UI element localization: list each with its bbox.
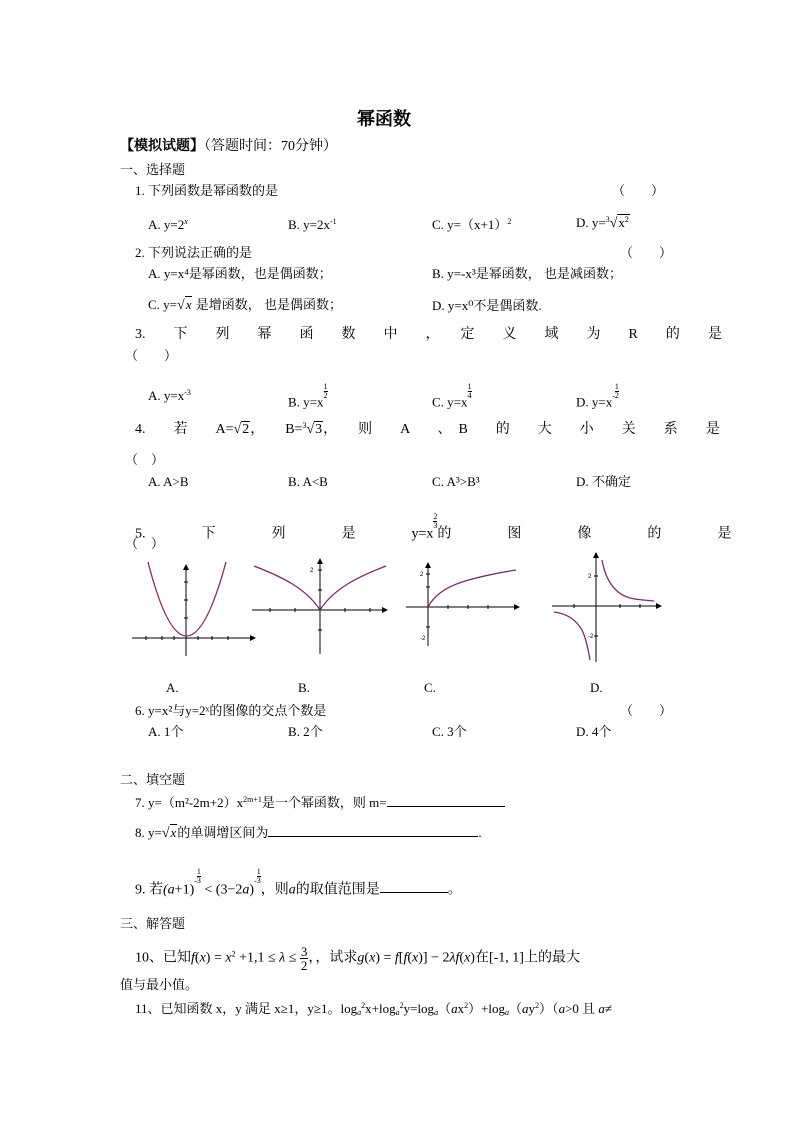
q10-text-part3: 在[-1, 1]上的最大 [474,950,580,966]
q6-option-c: C. 3个 [432,724,467,739]
question-8: 8. y=√x的单调增区间为 . [135,825,482,841]
page-title: 幂函数 [357,109,411,129]
section-heading-2: 二、填空题 [120,772,186,787]
graph-c-tick-label-top: 2 [420,572,424,578]
q6-option-b: B. 2个 [288,724,323,739]
q5-label-a: A. [166,680,179,695]
q1-option-b: B. $y=2x^{-1}$ [288,217,337,232]
graph-c-curve [428,570,516,607]
graph-c-x-arrow [514,604,520,610]
q1-d-text: D. y= [576,215,606,230]
graph-c-ticks [426,574,488,627]
graph-a-curve [148,562,226,636]
q3-option-c: C. y=x $\frac{1}{4}$ [432,382,472,410]
question-2-paren: （ ） [620,245,673,260]
q8-text-part1: 8. y= [135,825,162,840]
question-6-paren: （ ） [620,703,673,718]
q9-end: 。 [447,882,462,898]
q10-text-part2: ，试求 [315,950,358,966]
header-label: 【模拟试题】 [120,139,204,154]
q10-text-part1: 10、已知 [135,950,191,966]
q1-b-text: B. y=2x [288,217,331,232]
graph-c-tick-label-bottom: -2 [420,636,426,642]
q1-option-c: C. $y=(x+1)^2$ [432,217,512,232]
q8-answer-blank[interactable] [268,824,478,837]
question-1-stem: 1. 下列函数是幂函数的是 [135,183,279,198]
question-3-paren: （ ） [125,348,178,363]
q4-option-d: D. 不确定 [576,474,631,489]
question-11: 11、已知函数 x，y 满足 x≥1，y≥1。$\log_a^2x+\log_a^2y=\log_a(ax^2)+\log_a(ay^2)(a>0$ 且 a≠ [135,1001,613,1017]
q1-option-a: A. $y=2^x$ [148,217,188,232]
question-4-paren: （ ） [125,452,165,467]
q4-option-a: A. A>B [148,474,189,489]
q2-option-b: B. y=-x³是幂函数， 也是减函数； [432,266,622,281]
q2-option-a: A. y=x⁴是幂函数，也是偶函数； [148,266,332,281]
question-10-line-2: 值与最小值。 [120,977,199,992]
q5-label-d: D. [590,680,603,695]
graph-option-c [404,560,524,650]
graph-b-y-arrow [317,558,323,564]
q2-c-suffix: 是增函数， 也是偶函数； [195,297,342,312]
q8-end: . [478,825,482,840]
graph-a-ticks [146,582,228,640]
graph-b-x-arrow [382,607,388,613]
q3-d-text: D. y=x [576,394,613,410]
question-2-stem: 2. 下列说法正确的是 [135,245,253,260]
graph-a-y-arrow [183,564,189,570]
q4-option-c: C. A³>B³ [432,474,480,489]
graph-option-a [128,558,256,658]
question-10-line-1: 10、已知$f(x) = x^2 +1,1 \le \lambda$ ≤ $\frac{3}{2}$ ，，试求g(x) = f[f(x)] − 2λf(x)在[-1, 1]上的最大 [135,944,580,973]
graph-option-d [550,550,670,665]
graph-d-tick-label-top: 2 [588,574,592,580]
question-6-stem: 6. y=x²与y=2ˣ的图像的交点个数是 [135,703,327,718]
q9-text-part1: 9. 若 [135,882,163,898]
question-4-stem: 4. 若 A=√2， B=$^3$√3， 则 A 、 B 的 大 小 关 系 是 [135,421,720,437]
question-7: 7. $y=(m^2-2m+2)x^{2m+1}$是一个幂函数，则 m= [135,794,505,809]
graph-b-curve-right [320,566,386,610]
graph-d-tick-label-bottom: -2 [588,634,594,640]
graph-d-x-arrow [656,603,662,609]
graph-c-y-arrow [425,562,431,568]
header-time: （答题时间：70分钟） [204,139,337,154]
exam-header [120,140,337,154]
graph-d-curve-left [554,612,590,660]
question-9: 9. 若(a+1)- $\frac{1}{3} < (3-2a)^-$ $\frac{1}{3}$，则a的取值范围是 。 [135,867,462,898]
q7-text-part1: 7. y=（m²-2m+2）x [135,795,244,810]
q5-label-b: B. [298,680,310,695]
q5-stem-part2: y=x [411,526,434,542]
q2-option-d: D. y=x⁰不是偶函数. [432,298,542,313]
q4-stem-part3: ， 则 A 、 B 的 大 小 关 系 是 [323,422,720,437]
graph-b-tick-label: 2 [310,568,314,574]
q11-text-part1: 11、已知函数 x，y 满足 x≥1，y≥1。log [135,1001,358,1016]
q8-text-part2: 的单调增区间为 [177,825,269,840]
q3-a-text: A. y=x [148,388,185,403]
q3-b-text: B. y=x [288,394,324,410]
q3-c-text: C. y=x [432,394,468,410]
q5-label-c: C. [424,680,436,695]
q3-option-b: B. y=x $\frac{1}{2}$ [288,382,328,410]
q2-option-c: C. y=√x 是增函数， 也是偶函数； [148,297,342,313]
q4-stem-part2: ， B= [250,422,303,437]
q3-option-d: D. y=x- $\frac{1}{2}$ [576,382,619,410]
q5-stem-part1: 5. 下 列 是 [135,526,356,542]
q3-option-a: A. $y=x^{-3}$ [148,388,191,403]
question-1-paren: （ ） [612,183,665,198]
q9-answer-blank[interactable] [380,880,448,893]
q4-option-b: B. A<B [288,474,328,489]
question-3-stem: 3. 下 列 幂 函 数 中 ， 定 义 域 为 R 的 是 [135,327,722,342]
q5-stem-part3: 的 图 像 的 是 [437,526,732,542]
q4-stem-part1: 4. 若 A= [135,422,234,437]
graph-d-y-arrow [593,552,599,558]
q9-text-part2: ，则 [260,882,289,898]
section-heading-3: 三、解答题 [120,916,186,931]
q7-text-part2: 是一个幂函数，则 m= [261,795,387,810]
q2-c-prefix: C. y= [148,297,178,312]
q7-answer-blank[interactable] [387,794,505,807]
q9-text-part3: 的取值范围是 [295,882,380,898]
graph-d-curve-right [602,560,654,601]
q6-option-a: A. 1个 [148,724,184,739]
q1-a-text: A. y=2 [148,217,185,232]
section-heading-1: 一、选择题 [120,162,186,177]
question-5-stem: 5. 下 列 是 y=x $\frac{2}{3}$的 图 像 的 是 [135,512,732,542]
graph-option-b [250,558,390,658]
q1-option-d: D. $y=^3√x^2$ [576,215,629,231]
q6-option-d: D. 4个 [576,724,612,739]
q1-c-text: C. y=（x+1） [432,217,508,232]
question-5-paren: （ ） [125,536,165,551]
